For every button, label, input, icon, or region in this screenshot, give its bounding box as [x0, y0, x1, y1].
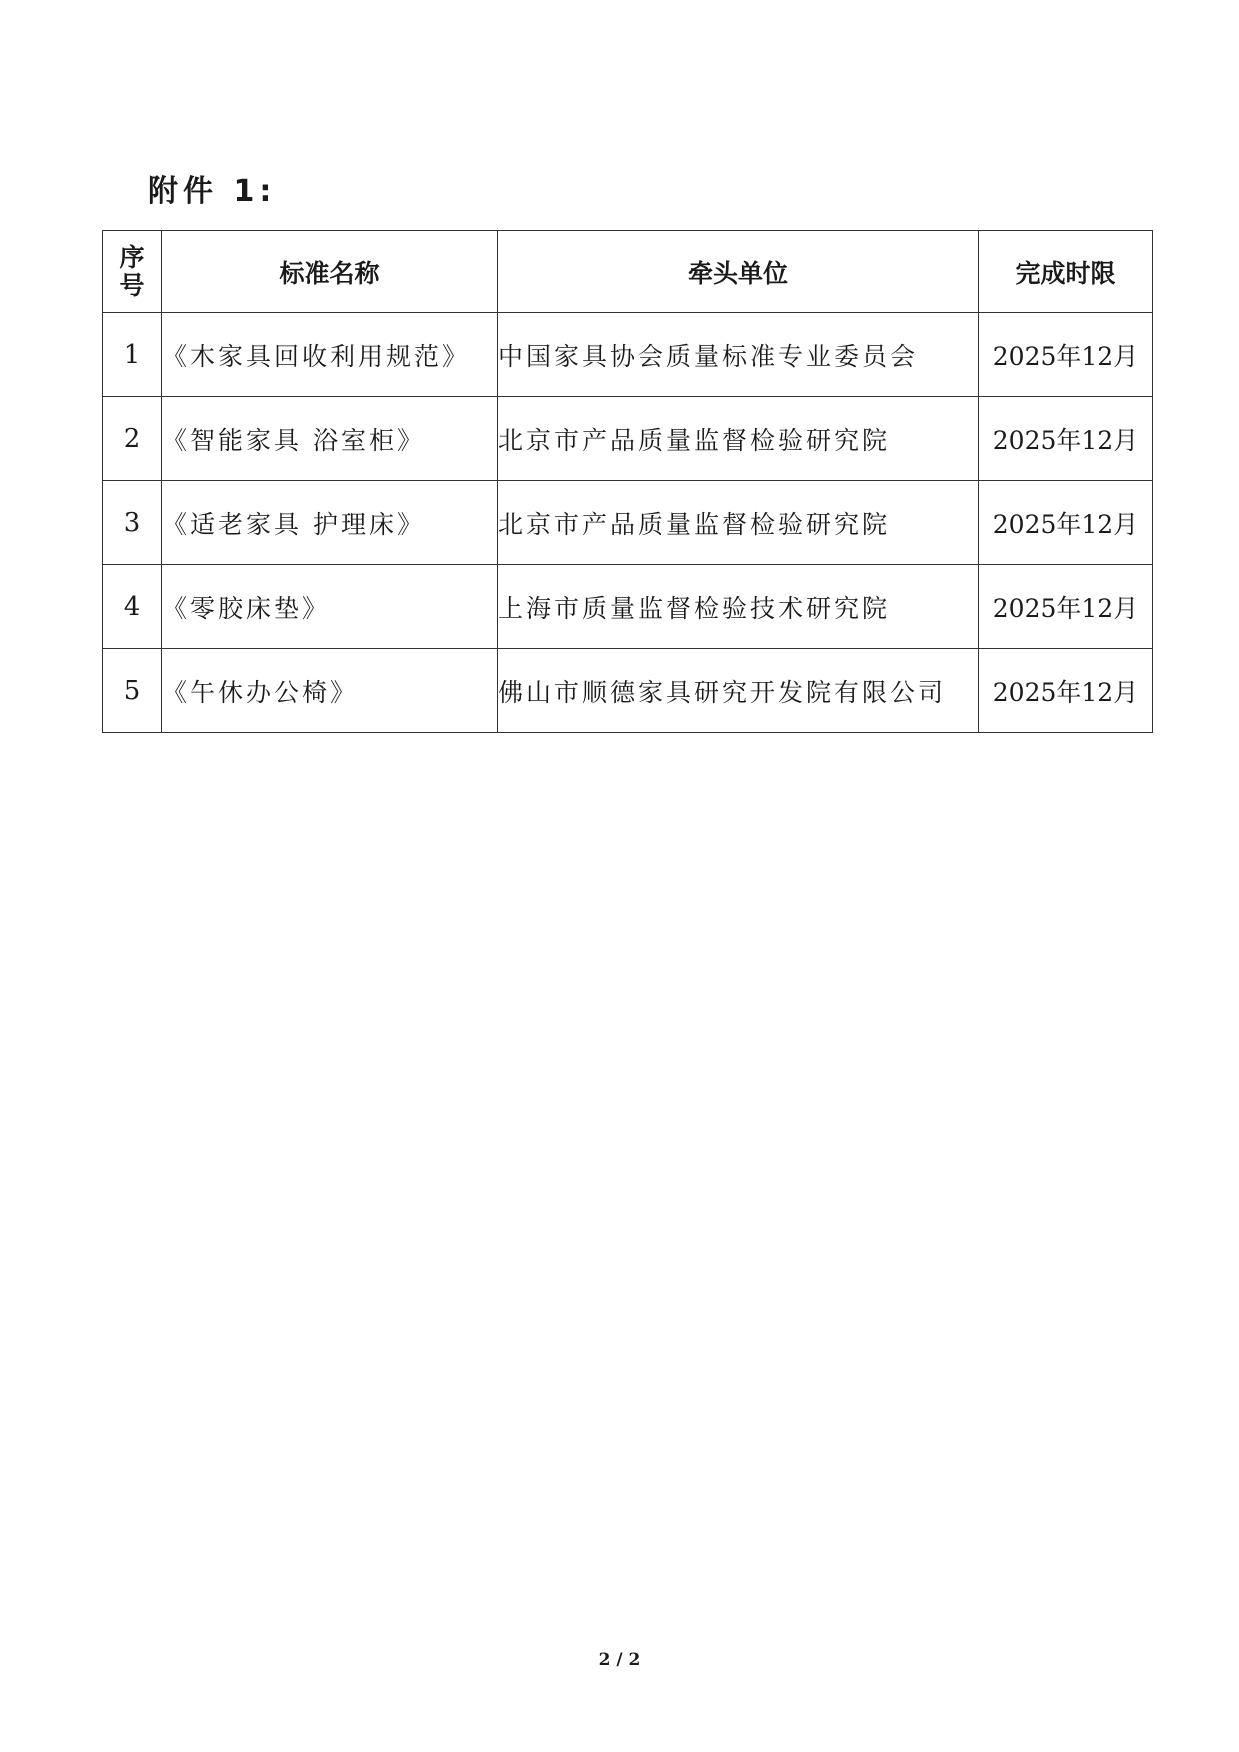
- row-seq: 3: [103, 481, 162, 565]
- row-standard-name: 《智能家具 浴室柜》: [162, 397, 498, 481]
- row-seq: 4: [103, 565, 162, 649]
- row-standard-name: 《午休办公椅》: [162, 649, 498, 733]
- row-deadline: 2025年12月: [979, 481, 1153, 565]
- attachment-title: 附件 1:: [148, 174, 277, 209]
- row-lead-unit: 佛山市顺德家具研究开发院有限公司: [498, 649, 979, 733]
- row-standard-name: 《木家具回收利用规范》: [162, 313, 498, 397]
- header-standard-name: 标准名称: [162, 231, 498, 313]
- table-header-row: [103, 231, 1153, 313]
- row-lead-unit: 上海市质量监督检验技术研究院: [498, 565, 979, 649]
- row-lead-unit: 北京市产品质量监督检验研究院: [498, 397, 979, 481]
- table-row: [103, 481, 1153, 565]
- row-standard-name: 《零胶床垫》: [162, 565, 498, 649]
- row-deadline: 2025年12月: [979, 397, 1153, 481]
- header-seq: [103, 231, 162, 313]
- header-deadline: 完成时限: [979, 231, 1153, 313]
- header-lead-unit: 牵头单位: [498, 231, 979, 313]
- header-seq-line1: 序: [119, 242, 145, 272]
- row-lead-unit: 中国家具协会质量标准专业委员会: [498, 313, 979, 397]
- table-row: [103, 397, 1153, 481]
- row-deadline: 2025年12月: [979, 313, 1153, 397]
- page-number: 2 / 2: [598, 1650, 641, 1670]
- standards-table: [102, 230, 1153, 733]
- table-row: [103, 313, 1153, 397]
- row-lead-unit: 北京市产品质量监督检验研究院: [498, 481, 979, 565]
- header-seq-line2: 号: [119, 270, 145, 300]
- table-row: [103, 565, 1153, 649]
- row-seq: 5: [103, 649, 162, 733]
- row-seq: 2: [103, 397, 162, 481]
- row-seq: 1: [103, 313, 162, 397]
- row-deadline: 2025年12月: [979, 649, 1153, 733]
- row-deadline: 2025年12月: [979, 565, 1153, 649]
- table-row: [103, 649, 1153, 733]
- row-standard-name: 《适老家具 护理床》: [162, 481, 498, 565]
